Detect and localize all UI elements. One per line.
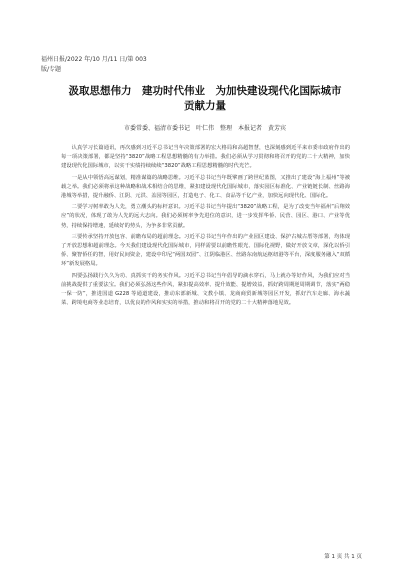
publication-meta	[41, 55, 147, 75]
paragraph-3: 三要传承坚持开放包容、前瞻布局的超前理念。习近平总书记当年作出的产业园区建设、保护古城古厝等部署，均体现了开放思想和超前理念。今天我们建设现代化国际城市，同样需要以前瞻性眼光、国际化视野，做好开放文章，深化以侨引侨、聚智侨任的智，用好民间资金，建设中印尼“两国双园”、江阴临港区、丝路东南航运枢纽港等平台，深度服务融入“双循环”新发展格局。	[61, 233, 350, 268]
page-section: 版/专题	[41, 66, 62, 73]
article-title	[44, 84, 366, 114]
article-title-line-1: 汲取思想伟力 建功时代伟业 为加快建设现代化国际城市	[68, 85, 342, 97]
paragraph-4: 四要弘扬践行久久为功、真抓实干的务实作风。习近平总书记当年倡导的滴水穿石，马上就办等好作风，为我们应对当前挑战提供了重要法宝。我们必须弘扬这些作风，紧扣提高效率、提升效能、提增效益，抓好跨周期逆周期调节，落实“两稳一保一防”，推进国道 G228 等通道建设，推动东部新城、文教小镇、龙商商贸新城等园区开发，抓好汽车走廊、海水蔬菜、跨境电商等业态培育，以优良的作风和实实的举措，推动和将召开的党的二十大精神落地见效。	[61, 272, 350, 307]
paragraph-intro: 认真学习长篇通讯，再次感到习近平总书记当年决策部署的宏大格局和高超智慧，也深刻感到近平来市委市政府作出的每一项决策部署，都是坚持“3820”战略工程思想精髓的有力举措。我们必须从学习贯彻和将召开的党的二十大精神，加快建设现代化国际城市，以实干实绩持续续续“3820”战略工程思想精髓的时代光芒。	[61, 145, 350, 170]
article-title-line-2: 贡献力量	[184, 100, 226, 112]
publication-info: 福州日报/2022 年/10 月/11 日/第 003	[41, 56, 147, 63]
article-body	[61, 144, 350, 310]
article-byline: 市委常委、福清市委书记 叶仁伟 整理 本报记者 黄芳宾	[123, 125, 286, 132]
paragraph-1: 一是从中领悟高远谋划，精准谋篇的战略思维。习近平总书记当年既擘画了跨世纪蓝图，又推出了建设“海上福州”等被载之举。我们必须将承这种战略和战术相结合的思维，紧扣建设现代化国际城市，落实园区标准化、产业链链长制、丝路海港城等举措，提升融侨、江阴、元洪、盖园等园区，打造电子、化工、食品等千亿产业，加快远向现代化、国际化。	[61, 174, 350, 200]
page-number: 第 1 页 共 1 页	[324, 554, 362, 560]
paragraph-2: 二要学习树率敢为人先，勇立潮头的标杆意识。习近平总书记当年提出“3820”战略工程，是为了改变当年福州“后翔效应”的状况，体现了敢为人先的远大志向。我们必须树率争先进位的意识，进一步发挥华侨、民营、园区、港口、产业等优势，持续保持增速，延续好的势头，为争多非常贡献。	[61, 204, 350, 229]
